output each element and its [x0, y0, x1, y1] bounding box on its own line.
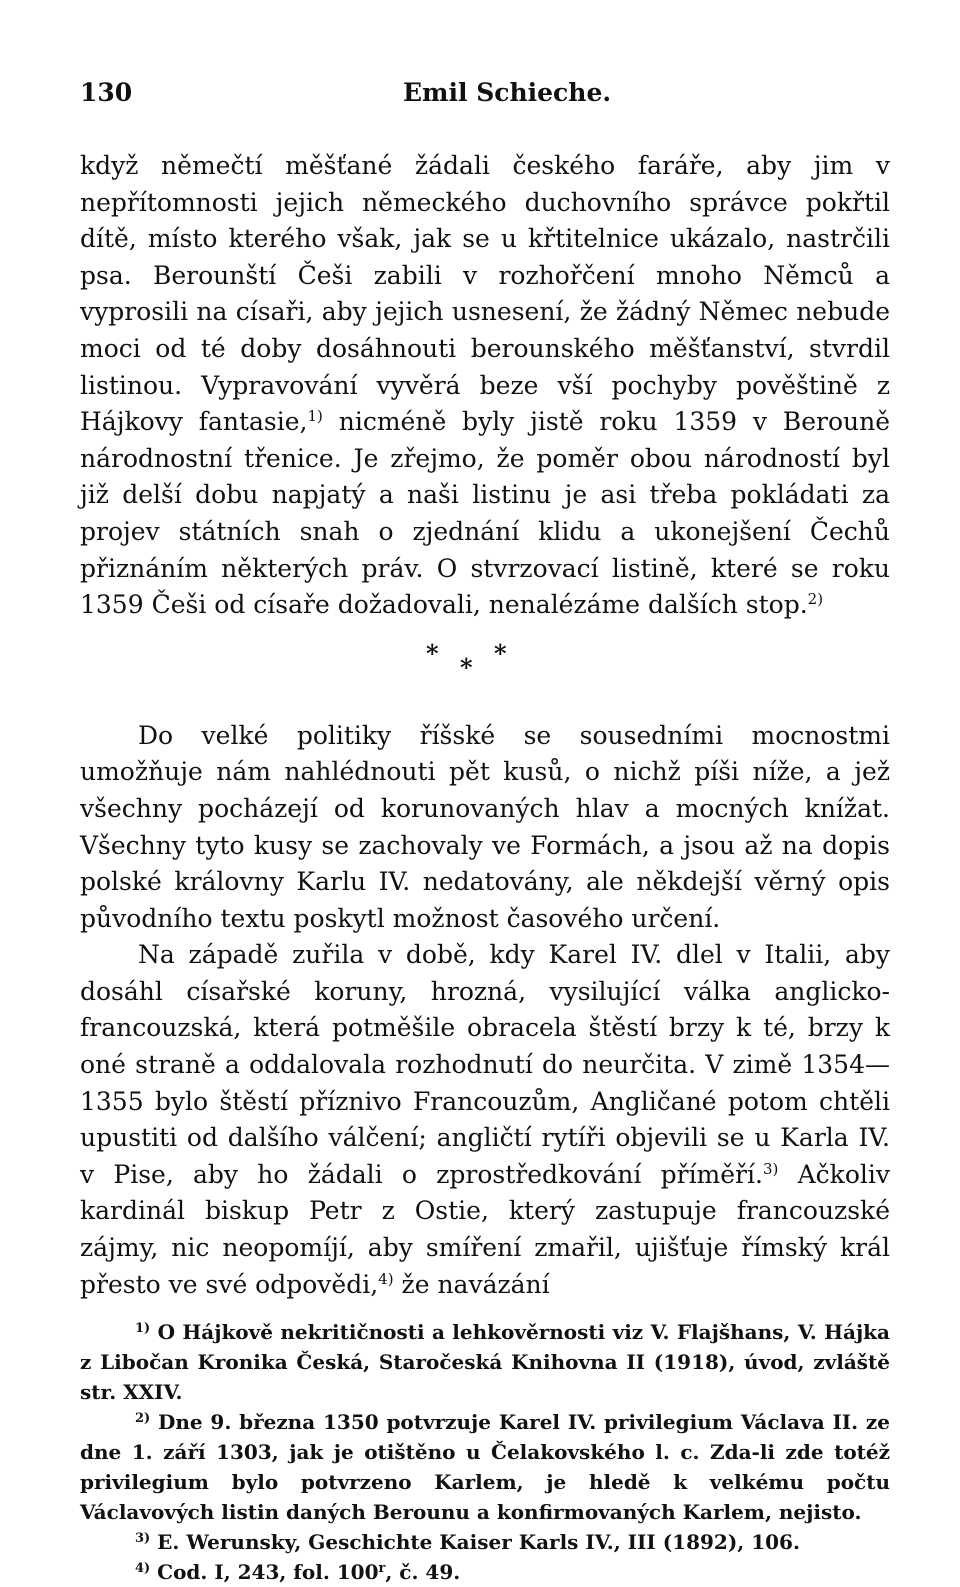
- footnote-ref[interactable]: 2): [807, 590, 824, 609]
- footnote: [80, 1407, 890, 1527]
- paragraph-text: nicméně byly jistě roku 1359 v Berouně národnostní třenice. Je zřejmo, že poměr obou národností byl již delší dobu napjatý a naši listinu je asi třeba pokládati za projev státních snah o zjednání klidu a ukonejšení Čechů přiznáním některých práv. O stvrzovací listině, které se roku 1359 Češi od císaře dožadovali, nenalézáme dalších stop.: [80, 407, 890, 620]
- footnote-text: Cod. I, 243, fol. 100: [150, 1560, 379, 1585]
- asterisk: *: [426, 638, 439, 668]
- body-text: [80, 148, 890, 1303]
- page-number: 130: [80, 78, 133, 107]
- paragraph: [80, 148, 890, 624]
- page-header: [80, 78, 890, 118]
- footnote-text: O Hájkově nekritičnosti a lehkověrnosti viz V. Flajšhans, V. Hájka z Libočan Kronika Česká, Staročeská Knihovna II (1918), úvod, zvláště str. XXIV.: [80, 1320, 890, 1405]
- footnote-mark: 4): [135, 1561, 151, 1577]
- footnote-mark: 1): [135, 1321, 151, 1337]
- paragraph: Do velké politiky říšské se sousedními mocnostmi umožňuje nám nahlédnouti pět kusů, o nichž píši níže, a jež všechny pocházejí od korunovaných hlav a mocných knížat. Všechny tyto kusy se zachovaly ve Formách, a jsou až na dopis polské královny Karlu IV. nedatovány, ale někdejší věrný opis původního textu poskytl možnost časového určení.: [80, 720, 890, 933]
- footnote-ref[interactable]: 4): [378, 1269, 394, 1288]
- footnotes: [80, 1317, 890, 1587]
- footnote: [80, 1557, 890, 1587]
- footnote: [80, 1317, 890, 1407]
- footnote-text: , č. 49.: [385, 1560, 461, 1585]
- superscript: r: [378, 1561, 386, 1577]
- asterisk: *: [460, 652, 473, 682]
- paragraph-text: když němečtí měšťané žádali českého faráře, aby jim v nepřítomnosti jejich německého duchovního správce pokřtil dítě, místo kterého však, jak se u křtitelnice ukázalo, nastrčili psa. Berounští Češi zabili v rozhořčení mnoho Němců a vyprosili na císaři, aby jejich usnesení, že žádný Němec nebude moci od té doby dosáhnouti berounského měšťanství, stvrdil listinou. Vypravování vyvěrá beze vší pochyby pověštině z Hájkovy fantasie,: [80, 151, 890, 437]
- paragraph: [80, 937, 890, 1303]
- paragraph-text: Ačkoliv kardinál biskup Petr z Ostie, který zastupuje francouzské zájmy, nic neopomíjí, aby smíření zmařil, ujišťuje římský král přesto ve své odpovědi,: [80, 1159, 890, 1299]
- section-break-asterism: [80, 636, 890, 708]
- footnote-mark: 2): [135, 1411, 151, 1427]
- footnote-text: Dne 9. března 1350 potvrzuje Karel IV. privilegium Václava II. ze dne 1. září 1303, jak je otištěno u Čelakovského l. c. Zda-li zde totéž privilegium bylo potvrzeno Karlem, je hledě k velkému počtu Václavových listin daných Berounu a konfirmovaných Karlem, nejisto.: [80, 1410, 890, 1525]
- running-head: Emil Schieche.: [403, 78, 612, 107]
- paragraph-text: že navázání: [393, 1269, 550, 1299]
- footnote: [80, 1527, 890, 1557]
- book-page: [80, 78, 890, 1587]
- footnote-ref[interactable]: 1): [307, 407, 323, 426]
- paragraph-text: Na západě zuřila v době, kdy Karel IV. dlel v Italii, aby dosáhl císařské koruny, hrozná, vysilující válka anglicko-francouzská, která potměšile obracela štěstí brzy k té, brzy k oné straně a oddalovala rozhodnutí do neurčita. V zimě 1354—1355 bylo štěstí příznivo Francouzům, Angličané potom chtěli upustiti od dalšího válčení; angličtí rytíři objevili se u Karla IV. v Pise, aby ho žádali o zprostředkování příměří.: [80, 940, 890, 1189]
- footnote-text: E. Werunsky, Geschichte Kaiser Karls IV., III (1892), 106.: [150, 1530, 800, 1555]
- asterisk: *: [494, 638, 507, 668]
- footnote-mark: 3): [135, 1531, 151, 1547]
- footnote-ref[interactable]: 3): [762, 1159, 779, 1178]
